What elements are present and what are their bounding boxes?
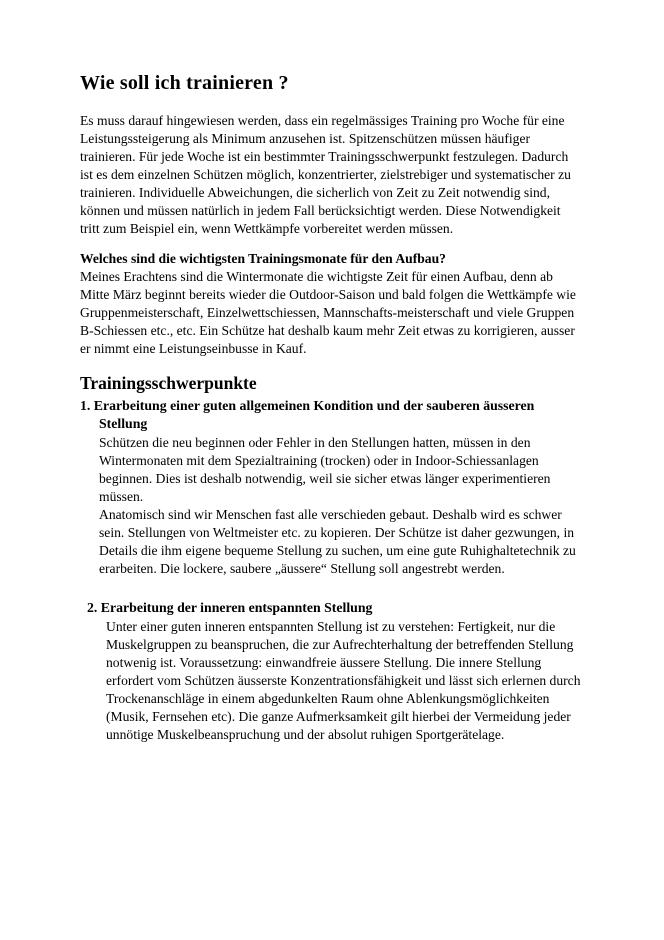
- page-title: Wie soll ich trainieren ?: [80, 72, 289, 94]
- focus-item-1-heading: 1. Erarbeitung einer guten allgemeinen Kondition und der sauberen äusseren Stellung: [80, 398, 535, 432]
- focus-item-1-body: [80, 434, 582, 579]
- training-focus-heading: Trainingsschwerpunkte: [80, 373, 257, 394]
- focus-item-2-body: [87, 618, 582, 745]
- focus-item-2-paragraph-1: Unter einer guten inneren entspannten Stellung ist zu verstehen: Fertigkeit, nur die Muskelgruppen zu beanspruchen, die zur Aufrechterhaltung der betreffenden Stellung notwenig ist. Voraussetzung: einwandfreie äussere Stellung. Die innere Stellung erfordert vom Schützen äusserste Konzentrationsfähigkeit und lässt sich erlernen durch Trockenanschläge in einem abgedunkelten Raum ohne Ablenkungsmöglichkeiten (Musik, Fernsehen etc). Die ganze Aufmerksamkeit gilt hierbei der Vermeidung jeder unnötige Muskelbeanspruchung und der absolut ruhigen Sportgerätelage.: [106, 618, 581, 743]
- intro-paragraph: Es muss darauf hingewiesen werden, dass ein regelmässiges Training pro Woche für eine Leistungssteigerung als Minimum anzusehen ist. Spitzenschützen müssen häufiger trainieren. Für jede Woche ist ein bestimmter Trainingsschwerpunkt festzulegen. Dadurch ist es dem einzelnen Schützen möglich, konzentrierter, zielstrebiger und systematischer zu trainieren. Individuelle Abweichungen, die sicherlich von Zeit zu Zeit notwendig sind, können und müssen natürlich in jedem Fall berücksichtigt werden. Diese Notwendigkeit tritt zum Beispiel ein, wenn Wettkämpfe vorbereitet werden müssen.: [80, 113, 571, 237]
- section-training-focus: [80, 373, 582, 744]
- focus-item-2: [87, 599, 582, 744]
- focus-item-1-paragraph-1: Schützen die neu beginnen oder Fehler in den Stellungen hatten, müssen in den Wintermonaten mit dem Spezialtraining (trocken) oder in Indoor-Schiessanlagen beginnen. Dies ist deshalb notwendig, weil sie sicher etwas länger experimentieren müssen.: [99, 434, 551, 504]
- training-months-paragraph: Meines Erachtens sind die Wintermonate die wichtigste Zeit für einen Aufbau, denn ab Mitte März beginnt bereits wieder die Outdoor-Saison und bald folgen die Wettkämpfe wie Gruppenmeisterschaft, Einzelwettschiessen, Mannschafts-meisterschaft und viele Gruppen B-Schiessen etc., etc. Ein Schütze hat deshalb kaum mehr Zeit etwas zu korrigieren, ausser er nimmt eine Leistungseinbusse in Kauf.: [80, 268, 576, 356]
- focus-item-1-paragraph-2: Anatomisch sind wir Menschen fast alle verschieden gebaut. Deshalb wird es schwer sein. Stellungen von Weltmeister etc. zu kopieren. Der Schütze ist daher gezwungen, in Details die ihm eigene bequeme Stellung zu suchen, um eine gute Ruhighaltetechnik zu erarbeiten. Die lockere, saubere „äussere“ Stellung soll angestrebt werden.: [99, 507, 576, 577]
- focus-item-1: [80, 397, 582, 578]
- section-training-months: [80, 250, 582, 358]
- focus-item-2-heading: 2. Erarbeitung der inneren entspannten Stellung: [87, 600, 373, 616]
- training-months-heading: Welches sind die wichtigsten Trainingsmonate für den Aufbau?: [80, 250, 446, 266]
